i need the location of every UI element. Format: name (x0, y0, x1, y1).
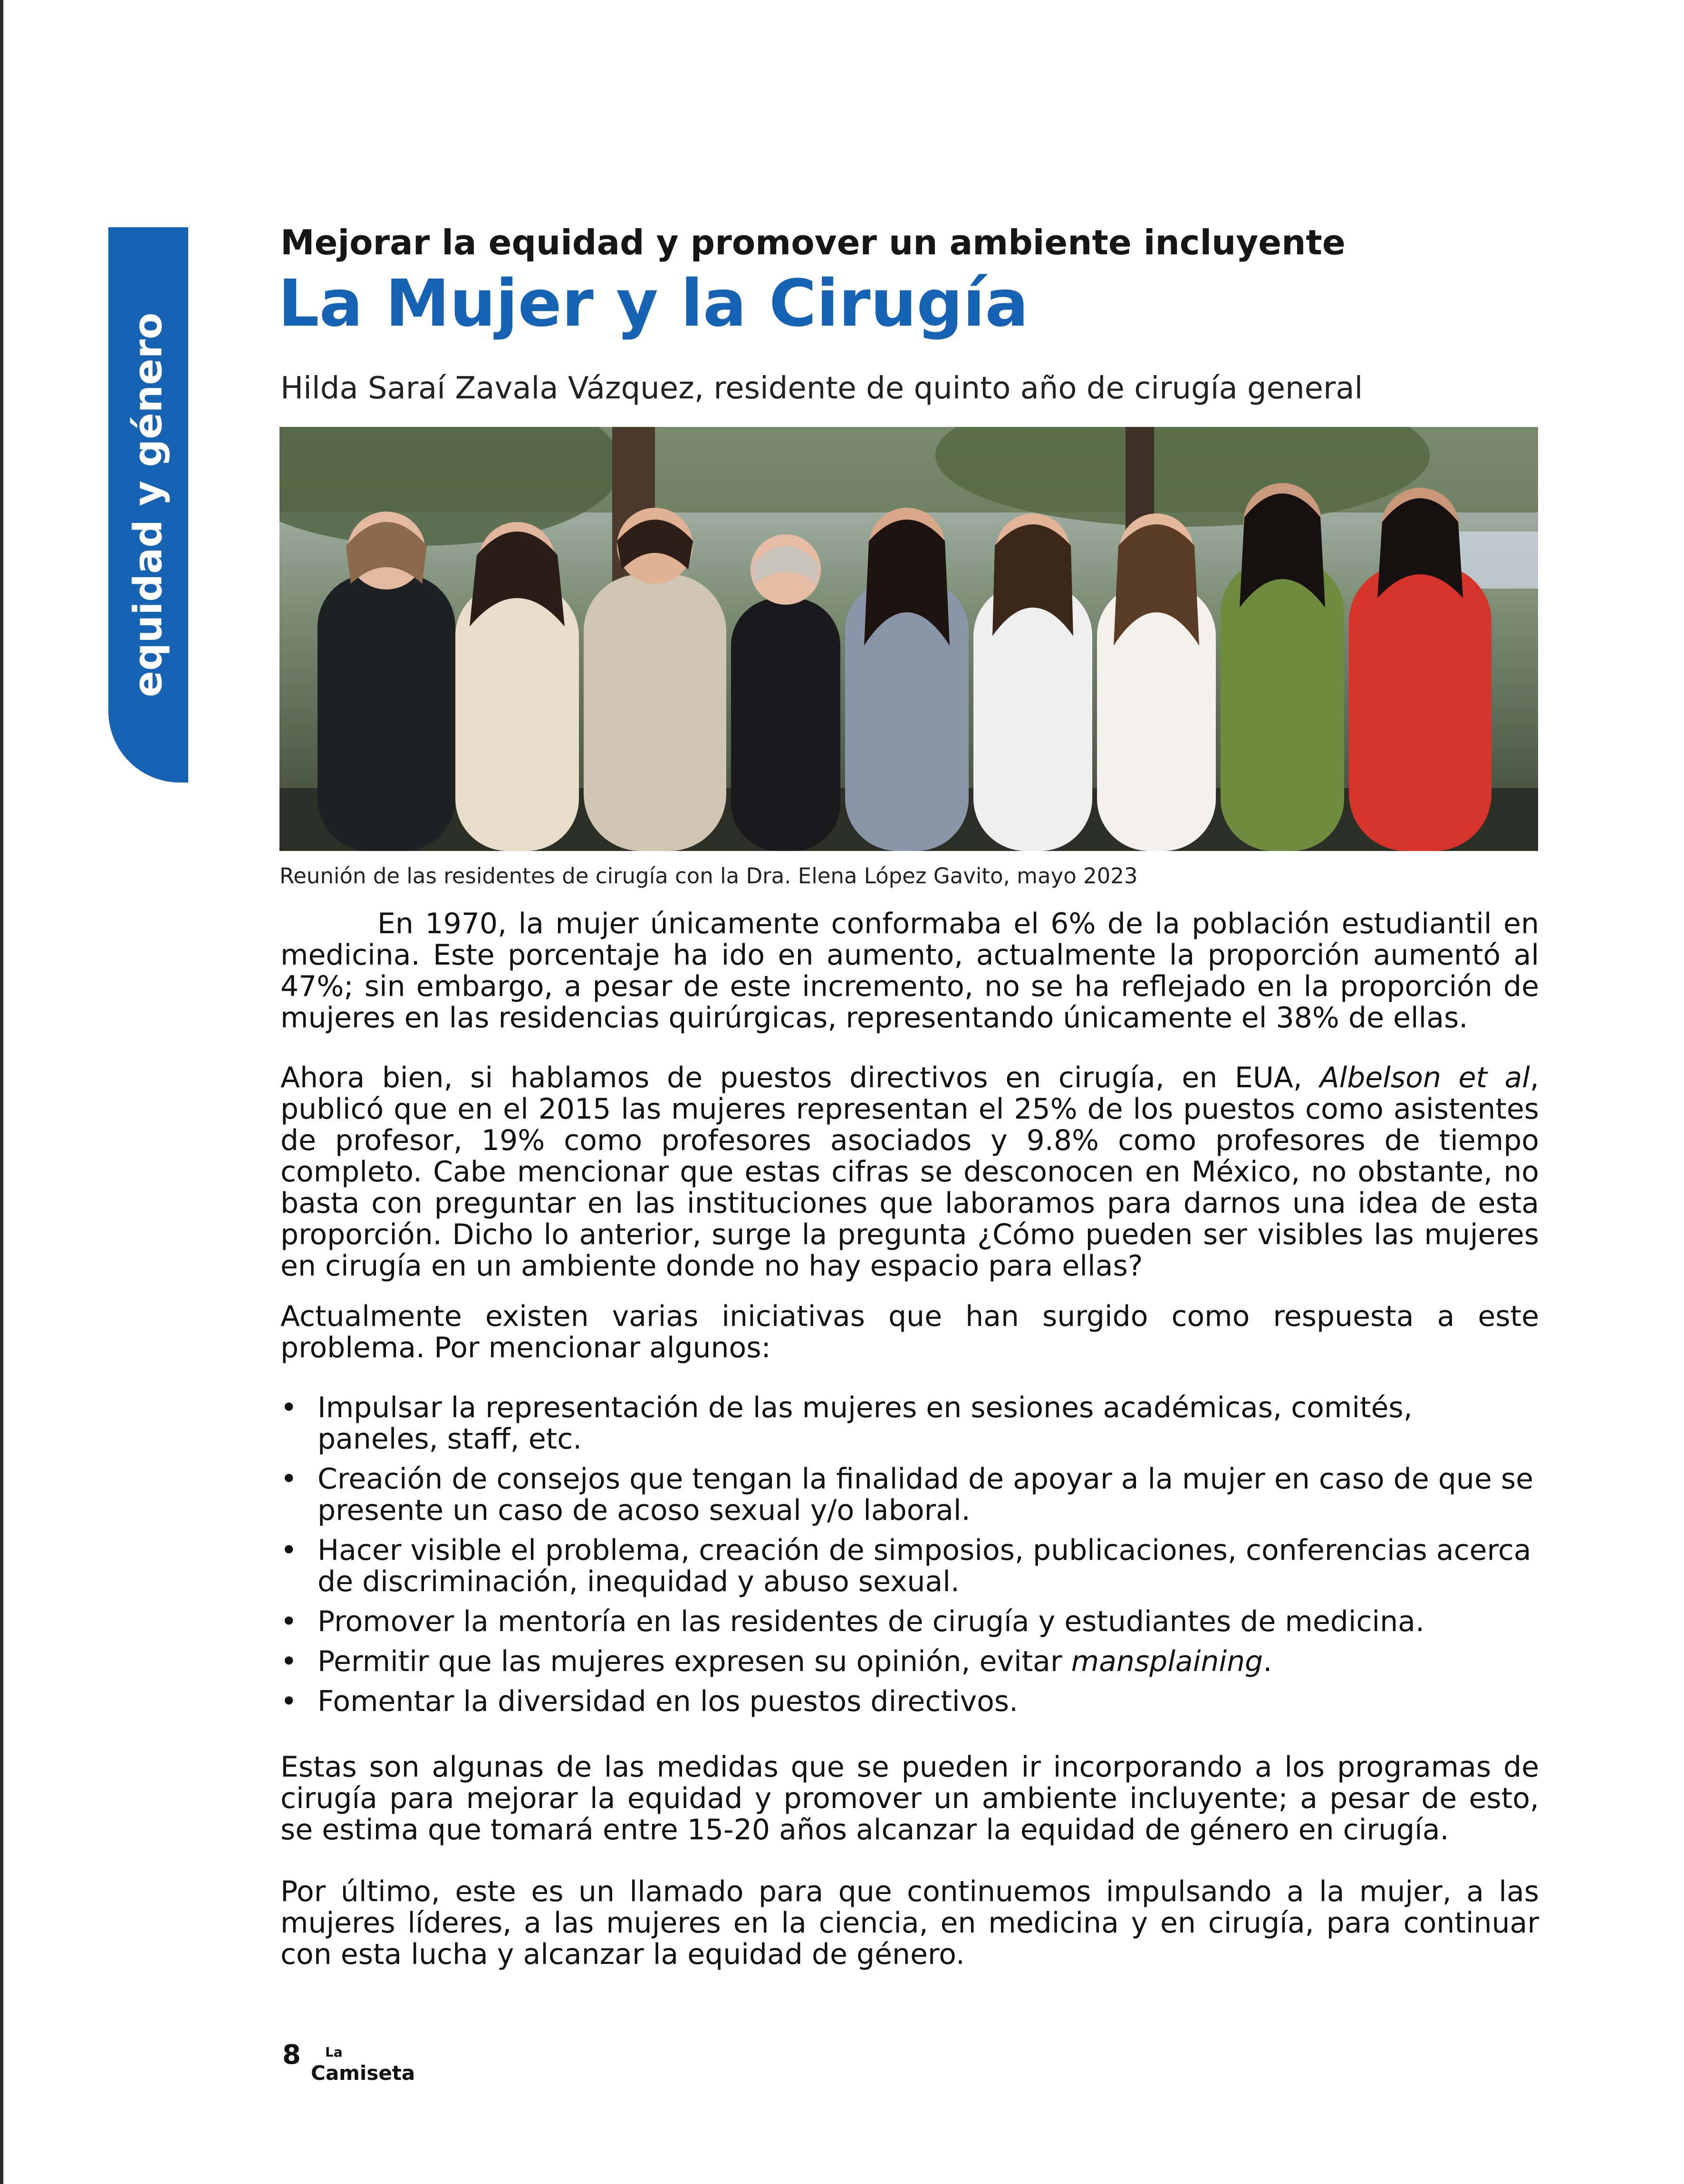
list-item (280, 1606, 1539, 1637)
magazine-name-article: La (325, 2044, 343, 2060)
section-tab-label: equidad y género (125, 312, 171, 697)
list-item-italic: mansplaining (1071, 1645, 1263, 1678)
list-item-text: Fomentar la diversidad en los puestos directivos. (318, 1685, 1019, 1718)
paragraph-1 (280, 908, 1539, 1034)
page-number: 8 (282, 2039, 301, 2070)
list-item-text: Creación de consejos que tengan la finalidad de apoyar a la mujer en caso de que se presente un caso de acoso sexual y/o laboral. (318, 1462, 1533, 1527)
list-item (280, 1535, 1539, 1597)
bullet-icon: • (280, 1391, 298, 1424)
list-item (280, 1646, 1539, 1677)
paragraph-2-text-b: , publicó que en el 2015 las mujeres representan el 25% de los puestos como asistentes de profesor, 19% como profesores asociados y 9.8% como profesores de tiempo completo. Cabe mencionar que estas cifras se desconocen en México, no obstante, no basta con preguntar en las instituciones que laboramos para darnos una idea de esta proporción. Dicho lo anterior, surge la pregunta ¿Cómo pueden ser visibles las mujeres en cirugía en un ambiente donde no hay espacio para ellas? (280, 1061, 1539, 1283)
paragraph-2-text-a: Ahora bien, si hablamos de puestos directivos en cirugía, en EUA, (280, 1061, 1320, 1094)
citation-italic: Albelson et al (1319, 1061, 1530, 1094)
paragraph-2 (280, 1062, 1539, 1282)
article-title: La Mujer y la Cirugía (278, 266, 1029, 341)
list-item-text: Hacer visible el problema, creación de simposios, publicaciones, conferencias acerca de discriminación, inequidad y abuso sexual. (318, 1534, 1531, 1598)
list-item (280, 1392, 1539, 1455)
paragraph-3-text: Actualmente existen varias iniciativas que han surgido como respuesta a este problema. Por mencionar algunos: (280, 1300, 1539, 1364)
group-photo (279, 427, 1538, 851)
article-byline: Hilda Saraí Zavala Vázquez, residente de quinto año de cirugía general (280, 371, 1363, 406)
photo-caption: Reunión de las residentes de cirugía con la Dra. Elena López Gavito, mayo 2023 (279, 863, 1138, 889)
bullet-icon: • (280, 1685, 298, 1718)
bullet-icon: • (280, 1462, 298, 1496)
group-photo-illustration (279, 427, 1538, 851)
list-item-text: Impulsar la representación de las mujeres en sesiones académicas, comités, paneles, staff, etc. (318, 1391, 1413, 1456)
list-item-text-a: Permitir que las mujeres expresen su opinión, evitar (318, 1645, 1071, 1678)
paragraph-5-text: Por último, este es un llamado para que continuemos impulsando a la mujer, a las mujeres líderes, a las mujeres en la ciencia, en medicina y en cirugía, para continuar con esta lucha y alcanzar la equidad de género. (280, 1875, 1539, 1971)
bullet-icon: • (280, 1534, 298, 1567)
magazine-name: Camiseta (311, 2061, 415, 2085)
initiatives-list (280, 1392, 1539, 1726)
paragraph-3 (280, 1301, 1539, 1363)
list-item (280, 1463, 1539, 1526)
list-item (280, 1686, 1539, 1717)
paragraph-1-text: En 1970, la mujer únicamente conformaba el 6% de la población estudiantil en medicina. Este porcentaje ha ido en aumento, actualmente la proporción aumentó al 47%; sin embargo, a pesar de este incremento, no se ha reflejado en la proporción de mujeres en las residencias quirúrgicas, representando únicamente el 38% de ellas. (280, 907, 1539, 1034)
paragraph-5 (280, 1876, 1539, 1970)
bullet-icon: • (280, 1605, 298, 1638)
bullet-icon: • (280, 1645, 298, 1678)
list-item-text: Promover la mentoría en las residentes de cirugía y estudiantes de medicina. (318, 1605, 1424, 1638)
page-edge-rule (0, 0, 3, 2184)
article-kicker: Mejorar la equidad y promover un ambiente incluyente (280, 222, 1346, 262)
paragraph-4-text: Estas son algunas de las medidas que se pueden ir incorporando a los programas de cirugía para mejorar la equidad y promover un ambiente incluyente; a pesar de esto, se estima que tomará entre 15-20 años alcanzar la equidad de género en cirugía. (280, 1750, 1539, 1846)
paragraph-4 (280, 1751, 1539, 1846)
list-item-text-b: . (1263, 1645, 1272, 1678)
